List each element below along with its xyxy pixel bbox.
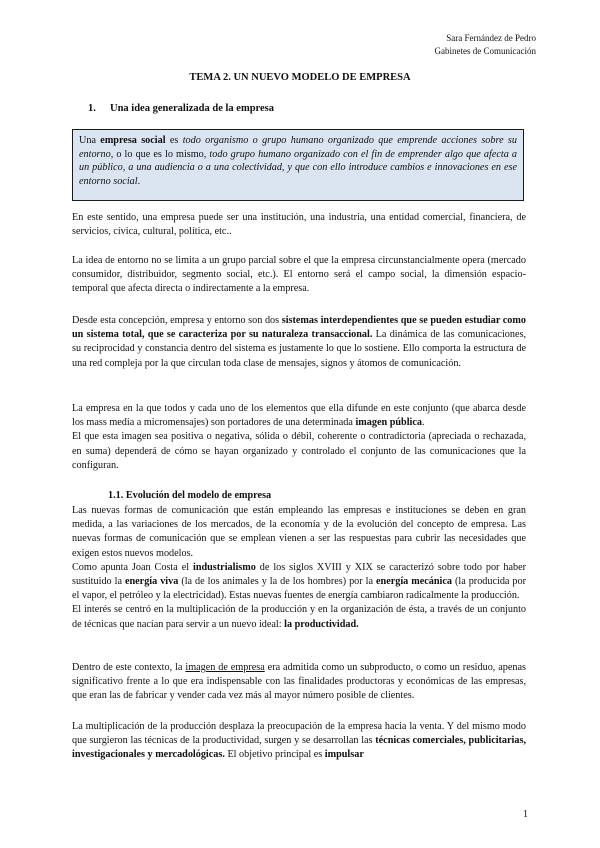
section-number: 1. [88,103,96,114]
paragraph-text: El que esta imagen sea positiva o negativa, sólida o débil, coherente o contradictoria (apreciada o rechazada, en suma) dependerá de cómo se hayan organizado y controlado el conjunto de las comunicaciones que la configuran. [72,431,526,471]
header-department: Gabinetes de Comunicación [434,46,536,56]
paragraph-bold: energía viva [124,576,179,588]
paragraph-3 [72,314,526,371]
paragraph-bold: imagen pública [355,417,422,429]
box-italic: todo organismo o grupo humano organizado que emprende acciones sobre su entorno [79,135,517,160]
section-heading-1 [88,103,274,114]
paragraph-6 [72,661,526,704]
paragraph-underline: imagen de empresa [185,662,265,673]
paragraph-text: La dinámica de las comunicaciones, su reciprocidad y constancia dentro del sistema es justamente lo que lo sostiene. Ello comporta la estructura de una red compleja por la que circulan toda clase de mensajes, signos y átomos de comunicación. [72,329,526,369]
box-text: Una [79,135,101,146]
paragraph-text: Dentro de este contexto, la [72,662,186,673]
paragraph-text: La multiplicación de la producción desplaza la preocupación de la empresa hacia la venta. Y del mismo modo que surgieron las técnicas de la productividad, surgen y se desarrollan las [72,721,526,747]
definition-box [72,129,524,201]
paragraph-bold: sistemas interdependientes que se pueden estudiar como un sistema total, que se caracteriza por su naturaleza transaccional. [72,315,526,341]
paragraph-text: Como apunta Joan Costa el [72,561,193,573]
box-text: . [137,175,141,187]
box-bold: empresa social [100,135,166,146]
paragraph-text: . [421,417,425,429]
box-italic: todo grupo humano organizado con el fin de emprender algo que afecta a un público, a una audiencia o a una colectividad, y que con ello introduce cambios e innovaciones en ese entorno social [79,148,518,187]
paragraph-bold: la productividad. [284,618,359,630]
paragraph-1: En este sentido, una empresa puede ser una institución, una industria, una entidad comercial, financiera, de servicios, cívica, cultural, política, etc.. [72,212,526,238]
subsection-heading: 1.1. Evolución del modelo de empresa [108,490,272,501]
paragraph-text: (la producida por el vapor, el petróleo y la electricidad). Estas nuevas fuentes de energía cambiaron radicalmente la producción. [72,576,527,602]
paragraph-text: era admitida como un subproducto, o como un residuo, apenas significativo frente a lo que era indispensable con las finalidades productoras y económicas de las empresas, que eran las de fabricar y vender cada vez más al mayor número posible de clientes. [72,662,526,702]
paragraph-7 [72,720,526,763]
box-text: , o lo que es lo mismo, [110,148,210,160]
section-title: Una idea generalizada de la empresa [110,103,275,114]
paragraph-bold: impulsar [324,749,364,761]
page-header [435,32,536,58]
paragraph-text: (la de los animales y la de los hombres) por la [178,576,376,588]
paragraph-text: La empresa en la que todos y cada uno de los elementos que ella difunde en este conjunto (que abarca desde los mass media a micromensajes) son portadores de una determinada [72,403,526,429]
paragraph-text: Desde esta concepción, empresa y entorno son dos [72,315,282,326]
paragraph-text: El interés se centró en la multiplicación de la producción y en la organización de ésta, a través de un conjunto de técnicas que nacían para servir a un nuevo ideal: [72,604,526,630]
paragraph-5 [72,504,526,632]
paragraph-2: La idea de entorno no se limita a un grupo parcial sobre el que la empresa circunstancialmente opera (mercado consumidor, distribuidor, segmento social, etc.). El entorno será el campo social, la dimensión espacio-temporal que afecta directa o indirectamente a la empresa. [72,255,526,295]
page-number: 1 [523,809,528,820]
paragraph-4 [72,402,526,473]
paragraph-text: El objetivo principal es [224,749,325,761]
paragraph-bold: energía mecánica [376,576,452,588]
box-text: es [165,135,183,146]
paragraph-text: Las nuevas formas de comunicación que están empleando las empresas e instituciones se deben en gran medida, a las variaciones de los mercados, de la economía y de la evolución del concepto de empresa. Las nuevas formas de comunicación que se emplean vienen a ser las respuestas para cubrir las necesidades que exigen estos nuevos modelos. [72,505,526,559]
document-title: TEMA 2. UN NUEVO MODELO DE EMPRESA [189,72,411,83]
header-author: Sara Fernández de Pedro [446,33,536,43]
paragraph-text: de los siglos XVIII y XIX se caracterizó sobre todo por haber sustituido la [72,561,526,588]
paragraph-bold: técnicas comerciales, publicitarias, investigacionales y mercadológicas. [72,735,526,761]
paragraph-bold: industrialismo [192,561,256,573]
